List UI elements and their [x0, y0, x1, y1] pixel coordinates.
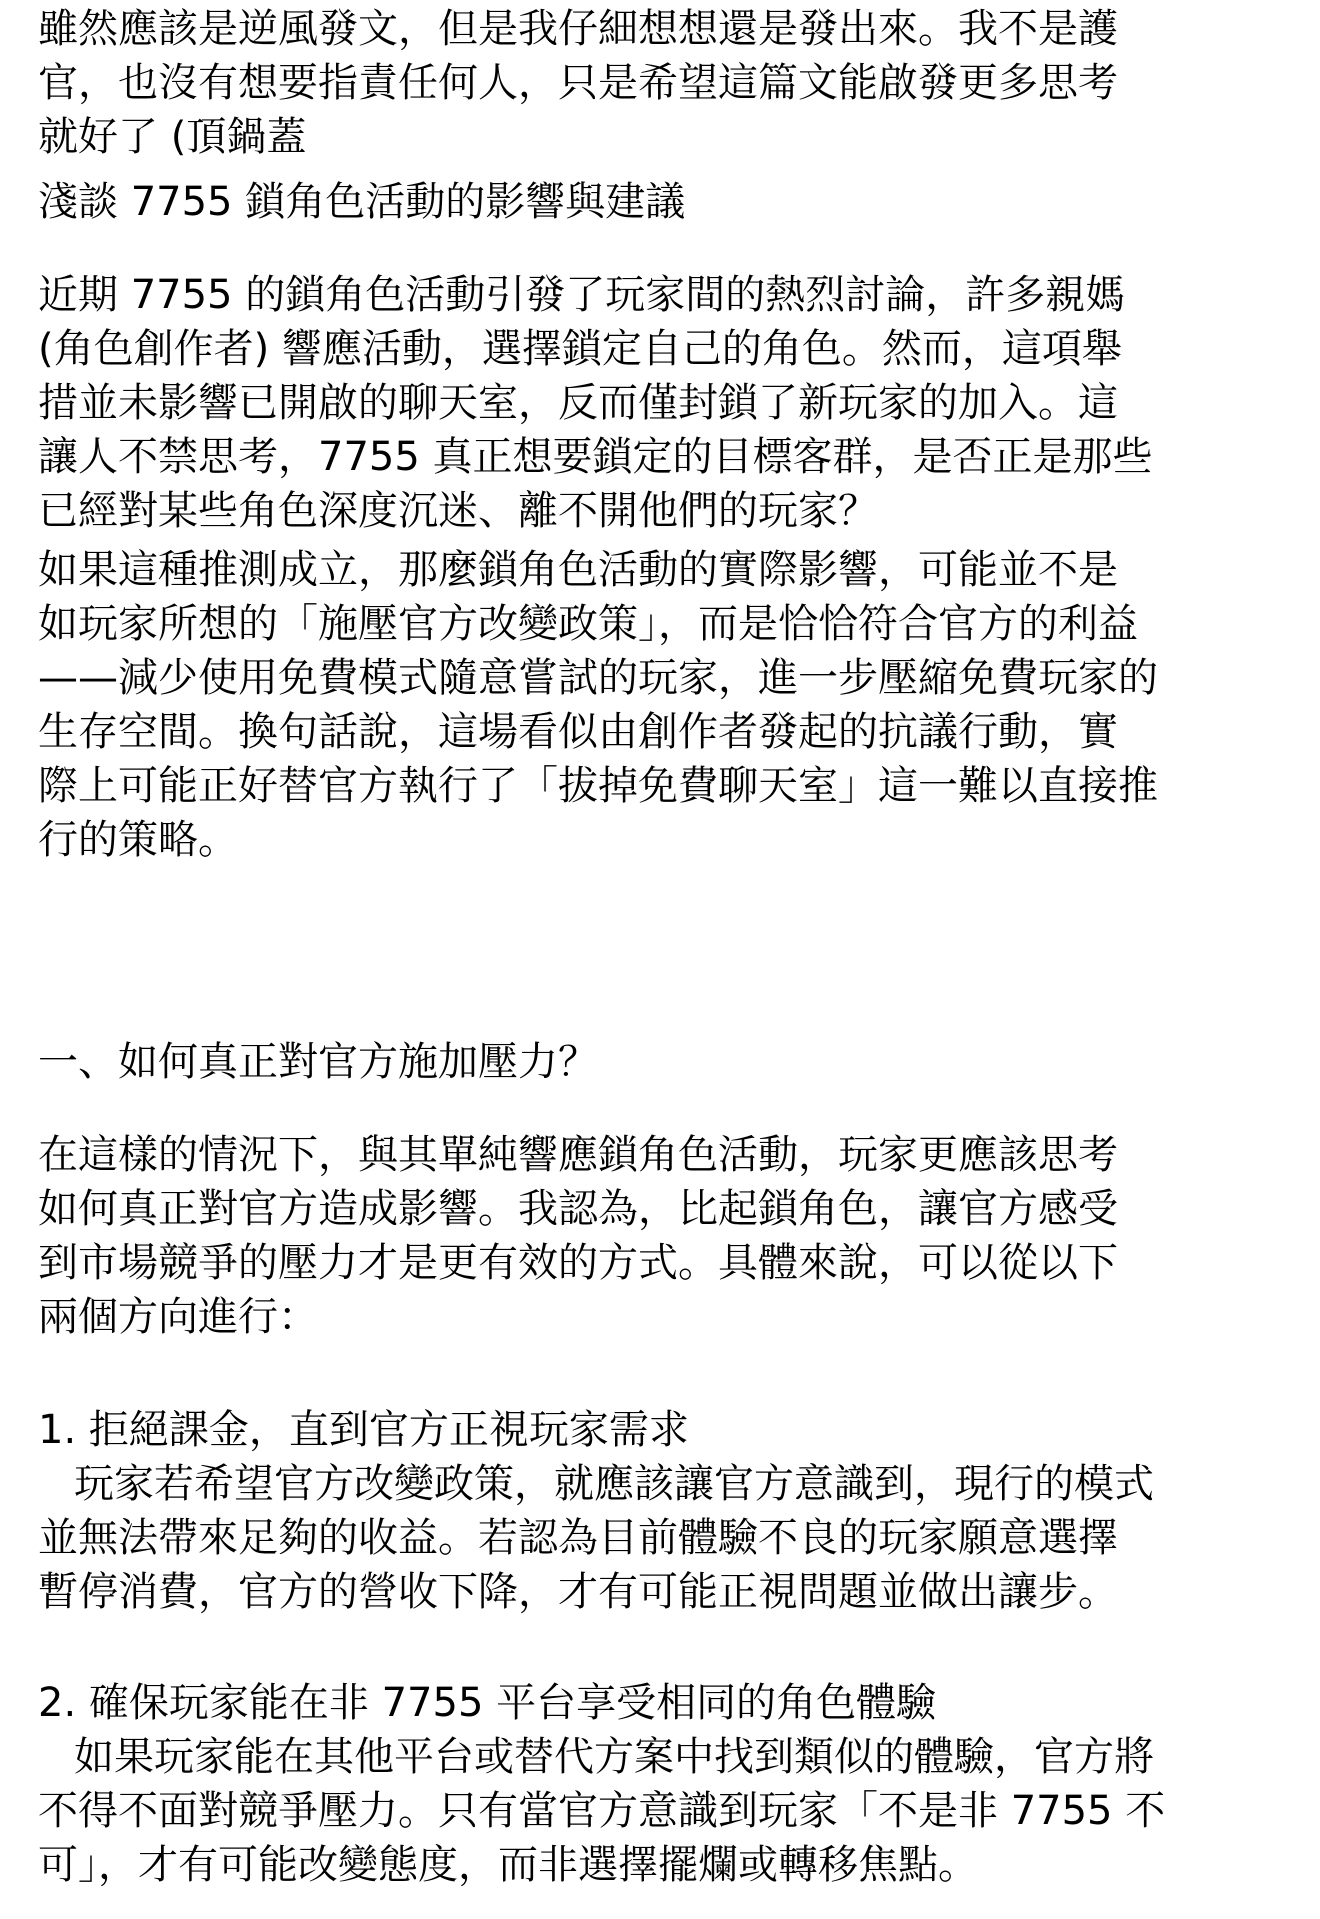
paragraph-3-line: 在這樣的情況下，與其單純響應鎖角色活動，玩家更應該思考: [38, 1132, 1118, 1178]
intro-line: 官，也沒有想要指責任何人，只是希望這篇文能啟發更多思考: [38, 60, 1118, 106]
point-2-line: 不得不面對競爭壓力。只有當官方意識到玩家「不是非 7755 不: [38, 1788, 1166, 1834]
point-2-text: 如果玩家能在其他平台或替代方案中找到類似的體驗，官方將: [74, 1734, 1154, 1780]
paragraph-3-line: 兩個方向進行：: [38, 1294, 318, 1340]
point-2-line: 可」，才有可能改變態度，而非選擇擺爛或轉移焦點。: [38, 1842, 978, 1888]
article-title: [38, 175, 685, 229]
point-2: [38, 1676, 1165, 1892]
paragraph-2-line: 如玩家所想的「施壓官方改變政策」，而是恰恰符合官方的利益: [38, 601, 1138, 647]
section-heading: [38, 1035, 598, 1089]
point-1-line: [38, 1457, 1154, 1511]
paragraph-3-line: 如何真正對官方造成影響。我認為，比起鎖角色，讓官方感受: [38, 1186, 1118, 1232]
paragraph-1-line: 已經對某些角色深度沉迷、離不開他們的玩家？: [38, 488, 878, 534]
paragraph-2-line: 生存空間。換句話說，這場看似由創作者發起的抗議行動，實: [38, 709, 1118, 755]
paragraph-1-line: (角色創作者) 響應活動，選擇鎖定自己的角色。然而，這項舉: [38, 326, 1122, 372]
paragraph-3-line: 到市場競爭的壓力才是更有效的方式。具體來說，可以從以下: [38, 1240, 1118, 1286]
point-2-title: 2. 確保玩家能在非 7755 平台享受相同的角色體驗: [38, 1680, 937, 1726]
point-2-line: [38, 1730, 1165, 1784]
article-title-text: 淺談 7755 鎖角色活動的影響與建議: [38, 179, 686, 225]
paragraph-2-line: 際上可能正好替官方執行了「拔掉免費聊天室」這一難以直接推: [38, 763, 1158, 809]
paragraph-1: [38, 268, 1153, 538]
section-heading-text: 一、如何真正對官方施加壓力？: [38, 1039, 598, 1085]
paragraph-1-line: 讓人不禁思考，7755 真正想要鎖定的目標客群，是否正是那些: [38, 434, 1153, 480]
paragraph-2-line: 如果這種推測成立，那麼鎖角色活動的實際影響，可能並不是: [38, 547, 1118, 593]
point-1-title: 1. 拒絕課金，直到官方正視玩家需求: [38, 1407, 689, 1453]
point-1-text: 玩家若希望官方改變政策，就應該讓官方意識到，現行的模式: [74, 1461, 1154, 1507]
intro-line: 就好了 (頂鍋蓋: [38, 114, 307, 160]
point-1-line: 暫停消費，官方的營收下降，才有可能正視問題並做出讓步。: [38, 1569, 1118, 1615]
paragraph-2-line: ——減少使用免費模式隨意嘗試的玩家，進一步壓縮免費玩家的: [38, 655, 1158, 701]
paragraph-3: [38, 1128, 1118, 1344]
paragraph-2-line: 行的策略。: [38, 817, 238, 863]
paragraph-2: [38, 543, 1158, 867]
paragraph-1-line: 措並未影響已開啟的聊天室，反而僅封鎖了新玩家的加入。這: [38, 380, 1118, 426]
intro-paragraph: [38, 2, 1118, 164]
point-1-line: 並無法帶來足夠的收益。若認為目前體驗不良的玩家願意選擇: [38, 1515, 1118, 1561]
point-1: [38, 1403, 1154, 1619]
intro-line: 雖然應該是逆風發文，但是我仔細想想還是發出來。我不是護: [38, 6, 1118, 52]
paragraph-1-line: 近期 7755 的鎖角色活動引發了玩家間的熱烈討論，許多親媽: [38, 272, 1126, 318]
